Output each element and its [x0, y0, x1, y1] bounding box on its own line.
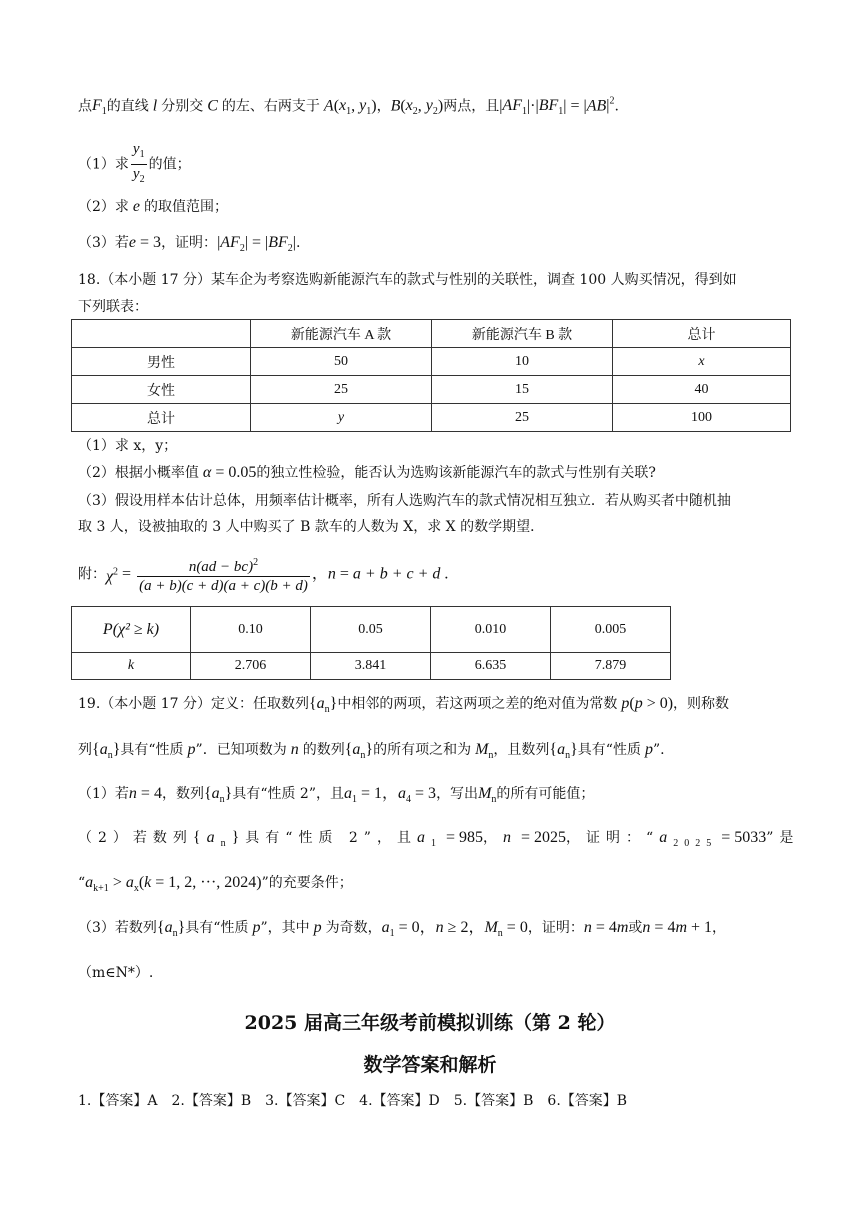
table-cell: 25 — [432, 404, 613, 432]
problem19-q1: （1）若n = 4，数列$\{a_n\}$具有“性质 2”，且$a_1 = 1$，$a_4 = 3$，写出$M_n$的所有可能值； — [78, 785, 595, 806]
problem18-stem-line2: 下列联表： — [78, 299, 148, 315]
answers-subtitle: 数学答案和解析 — [363, 1054, 497, 1076]
table-cell: 50 — [251, 348, 432, 376]
table-cell: 100 — [613, 404, 791, 432]
table-cell: y — [251, 404, 432, 432]
problem19-q3: （3）若数列$\{a_n\}$具有“性质 p”，其中 p 为奇数，$a_1 = 0$，n ≥ 2，$M_n = 0$，证明：n = 4m或n = 4m + 1， — [78, 919, 727, 940]
table-cell: 3.841 — [311, 653, 431, 680]
answers-title: 2025 届高三年级考前模拟训练（第 2 轮） — [244, 1012, 616, 1034]
problem17-intro: 点$F_1$的直线 l 分别交 C 的左、右两支于 $A(x_1$, $y_1$)，$B(x_2$, $y_2$)两点，且$|AF_1|\cdot|BF_1| = |AB|^2$. — [78, 96, 619, 118]
problem18-stem-line1: 18.（本小题 17 分）某车企为考察选购新能源汽车的款式与性别的关联性，调查 100 人购买情况，得到如 — [78, 272, 737, 288]
table-cell: 女性 — [72, 376, 251, 404]
answers-list: 1.【答案】A 2.【答案】B 3.【答案】C 4.【答案】D 5.【答案】B 6.【答案】B — [78, 1093, 628, 1109]
problem17-q2: （2）求 e 的取值范围； — [78, 198, 229, 215]
problem17-q1: （1）求 $\frac{y_1}{y_2}$ 的值； — [78, 141, 191, 185]
problem19-stem-line2: 列$\{a_n\}$具有“性质 p”．已知项数为 n 的数列$\{a_n\}$的所有项之和为 $M_n$，且数列$\{a_n\}$具有“性质 p”. — [78, 741, 665, 762]
table-cell: 0.005 — [551, 607, 671, 653]
critical-value-table — [71, 606, 671, 680]
chi-square-formula: 附：$\chi^2$ = $\frac{n(ad - bc)^2}{(a + b)(c + d)(a + c)(b + d)}$ ，n = a + b + c + d . — [78, 554, 448, 595]
table-header-cell — [72, 320, 251, 348]
table-header-row — [72, 320, 791, 348]
problem17-q3: （3）若e = 3，证明：$|AF_2| = |BF_2|$. — [78, 234, 301, 255]
table-cell: 2.706 — [191, 653, 311, 680]
table-cell: x — [613, 348, 791, 376]
table-cell: k — [72, 653, 191, 680]
table-cell: 6.635 — [431, 653, 551, 680]
problem19-q3-line2: （m∈N*）. — [78, 965, 154, 981]
table-row — [72, 348, 791, 376]
table-header-cell: 新能源汽车 B 款 — [432, 320, 613, 348]
table-cell: 0.05 — [311, 607, 431, 653]
table-cell: 男性 — [72, 348, 251, 376]
table-cell: 0.010 — [431, 607, 551, 653]
table-cell: 15 — [432, 376, 613, 404]
table-cell: P(χ² ≥ k) — [72, 607, 191, 653]
table-cell: 10 — [432, 348, 613, 376]
table-header-cell: 总计 — [613, 320, 791, 348]
table-row — [72, 376, 791, 404]
table-cell: 25 — [251, 376, 432, 404]
table-header-cell: 新能源汽车 A 款 — [251, 320, 432, 348]
table-cell: 0.10 — [191, 607, 311, 653]
problem18-q3-line2: 取 3 人，设被抽取的 3 人中购买了 B 款车的人数为 X，求 X 的数学期望． — [78, 519, 545, 535]
problem19-stem-line1: 19.（本小题 17 分）定义：任取数列$\{a_n\}$中相邻的两项，若这两项之差的绝对值为常数 p(p > 0)，则称数 — [78, 695, 730, 716]
table-cell: 7.879 — [551, 653, 671, 680]
problem18-q2: （2）根据小概率值 α = 0.05的独立性检验，能否认为选购该新能源汽车的款式与性别有关联? — [78, 464, 656, 481]
contingency-table — [71, 319, 791, 432]
problem18-q1: （1）求 x，y； — [78, 438, 178, 454]
table-cell: 40 — [613, 376, 791, 404]
problem18-q3-line1: （3）假设用样本估计总体，用频率估计概率，所有人选购汽车的款式情况相互独立．若从购买者中随机抽 — [78, 493, 731, 509]
table-row — [72, 653, 671, 680]
problem19-q2-line2: “$a_{k+1} > a_x(k = 1$, 2, ···, 2024)”的充要条件； — [78, 874, 353, 895]
table-row — [72, 404, 791, 432]
problem19-q2-line1: （2）若数列$\{a_n\}$具有“性质 2”，且$a_1 = 985$，n = 2025，证明：“$a_{2025} = 5033$”是 — [78, 829, 800, 850]
table-row — [72, 607, 671, 653]
table-cell: 总计 — [72, 404, 251, 432]
